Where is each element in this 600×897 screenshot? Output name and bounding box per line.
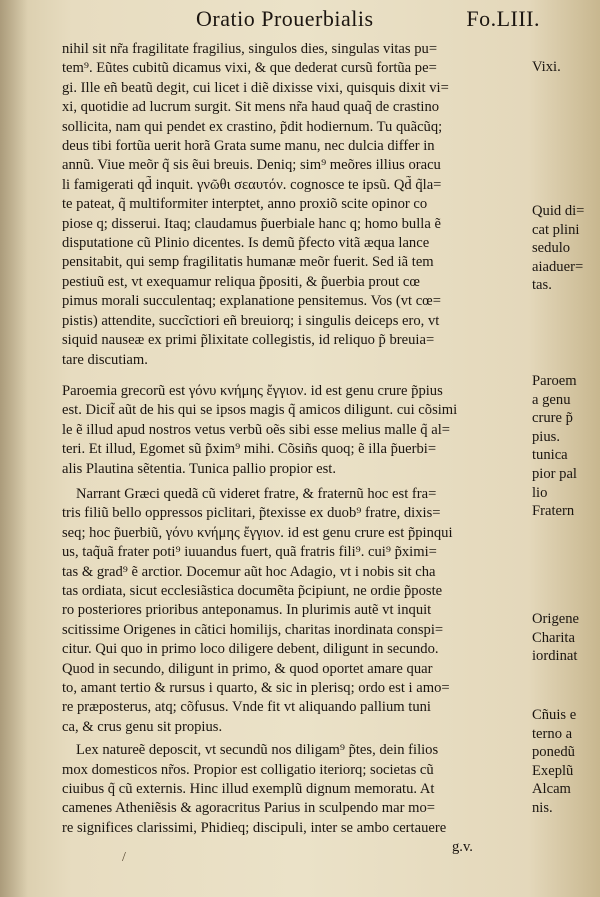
margin-line: Exeplũ xyxy=(532,762,574,779)
margin-line: Quid di= xyxy=(532,203,585,219)
text-line: Paroemia grecorũ est γόνυ κνήμης ἔγγιον. id est genu crure p̃pius xyxy=(62,382,443,399)
margin-line: Paroem xyxy=(532,373,577,389)
gutter-shadow xyxy=(0,0,28,897)
text-line: pimus morali succulentaq; explanatione pensitemus. Vos (vt cœ= xyxy=(62,293,441,310)
paragraph-vita xyxy=(62,40,528,370)
main-text xyxy=(62,40,528,858)
text-line: disputatione cũ Plinio dicentes. Is demũ p̃fecto vitã æqua lance xyxy=(62,235,430,252)
catchword: g.v. xyxy=(452,839,473,856)
text-line: est. Dicit̃ aũt de his qui se ipsos magis q̃ amicos diligunt. cui cõsimi xyxy=(62,402,458,419)
text-line: nihil sit nr̃a fragilitate fragilius, singulos dies, singulas vitas pu= xyxy=(62,41,438,57)
text-line: re præposterus, atq; cõfusus. Vnde fit vt aliquando pallium tuni xyxy=(62,699,431,716)
margin-line: pius. xyxy=(532,428,560,445)
text-line: citur. Qui quo in primo loco diligere debent, diligunt in secundo. xyxy=(62,641,439,658)
text-line: us, taq̃uã frater poti⁹ iuuandus fuert, quã fratris fili⁹. cui⁹ p̃ximi= xyxy=(62,544,437,561)
paragraph-narrant xyxy=(62,485,528,737)
text-line: ca, & crus genu sit propius. xyxy=(62,718,223,735)
paragraph-lex-naturae xyxy=(62,741,528,857)
text-line: Narrant Græci quedã cũ videret fratre, & fraternũ hoc est fra= xyxy=(76,485,437,502)
text-line: le ẽ illud apud nostros vetus verbũ oẽs sibi esse melius malle q̃ al= xyxy=(62,421,451,438)
text-line: to, amant tertio & rursus i quarto, & sic in plerisq; ordo est i amo= xyxy=(62,680,450,696)
text-line: te pateat, q̃ multiformiter interptet, anno proxiõ scite opinor co xyxy=(62,196,428,213)
margin-line: cat plini xyxy=(532,221,580,238)
text-line: li famigerati qd̃ inquit. γνῶθι σεαυτόν. cognosce te ipsũ. Qd̃ q̃la= xyxy=(62,176,442,193)
folio-number: Fo.LIII. xyxy=(466,6,540,31)
margin-line: iordinat xyxy=(532,648,578,665)
text-line: Quod in secundo, diligunt in primo, & quod oportet amare quar xyxy=(62,660,433,677)
margin-line: aiaduer= xyxy=(532,258,584,275)
text-line: piose q; disserui. Itaq; claudamus p̃uerbiale hanc q; homo bulla ẽ xyxy=(62,215,441,232)
text-line: camenes Atheniẽsis & agoracritus Parius in sculpendo mar mo= xyxy=(62,800,435,817)
text-line: pestiuũ est, vt exequamur reliqua p̃positi, & p̃uerbia prout cœ xyxy=(62,273,420,290)
margin-line: pior pal xyxy=(532,465,577,482)
text-line: pistis) attendite, succĩctiori eñ breuiorq; i singulis deiceps ero, vt xyxy=(62,312,440,329)
text-line: annũ. Viue meõr q̃ sis ẽui breuis. Deniq; sim⁹ meõres illius oracu xyxy=(62,157,441,174)
text-line: pensitabit, qui semp fragilitatis humanæ meõr fuerit. Sed iã tem xyxy=(62,254,434,271)
margin-line: tunica xyxy=(532,447,568,464)
text-line: gi. Ille eñ beatũ degit, cui licet i diẽ dixisse vixi, quisquis dixit vi= xyxy=(62,79,449,96)
margin-line: Vixi. xyxy=(532,59,561,75)
margin-line: crure p̃ xyxy=(532,410,573,427)
margin-line: Alcam xyxy=(532,781,571,798)
text-line: mox domesticos nr̃os. Propior est colligatio iteriorq; societas cũ xyxy=(62,761,434,778)
text-line: alis Plautina sẽtentia. Tunica pallio propior est. xyxy=(62,460,337,477)
page-header xyxy=(150,6,540,36)
text-line: siquid nauseæ ex primi p̃lixitate collegistis, id reliquo p̃ breuia= xyxy=(62,332,435,349)
paragraph-paroemia xyxy=(62,382,528,479)
margin-line: Cñuis e xyxy=(532,707,577,723)
marginal-note-paroemia xyxy=(532,372,600,521)
text-line: deus tibi fortũa uerit horã Grata sume manu, nec dulcia differ in xyxy=(62,138,435,155)
text-line: ciuibus q̃ cũ externis. Hinc illud exemplũ dignum memoratu. At xyxy=(62,781,435,798)
text-line: Lex natureẽ deposcit, vt secundũ nos diligam⁹ p̃tes, dein filios xyxy=(76,742,439,759)
margin-line: tas. xyxy=(532,277,552,294)
margin-line: sedulo xyxy=(532,240,571,257)
margin-line: nis. xyxy=(532,799,553,816)
text-line: tare discutiam. xyxy=(62,351,148,368)
text-line: teri. Et illud, Egomet sũ p̃xim⁹ mihi. Cõsiñs quoq; ẽ illa p̃uerbi= xyxy=(62,441,437,458)
text-line: seq; hoc p̃uerbiũ, γόνυ κνήμης ἔγγιον. id est genu crure est p̃pinqui xyxy=(62,524,453,541)
marginal-note-origenes xyxy=(532,610,600,666)
marginal-note-cives xyxy=(532,706,600,818)
text-line: tris filiũ bello oppressos piclitari, p̃texisse ex duob⁹ fratre, dixis= xyxy=(62,505,441,522)
text-line: re significes clarissimi, Phidieq; discipuli, inter se ambo certauere xyxy=(62,819,447,836)
marginal-note-vixi xyxy=(532,58,600,77)
text-line: tas & grad⁹ ẽ arctior. Docemur aũt hoc Adagio, vt i nobis sit cha xyxy=(62,563,436,580)
marginal-note-plinius xyxy=(532,202,600,295)
margin-line: Fratern xyxy=(532,503,575,520)
text-line: sollicita, nam qui pendet ex crastino, p̃dit hodiernum. Tu quãcũq; xyxy=(62,118,443,135)
text-line: scitissime Origenes in cãtici homilijs, charitas inordinata conspi= xyxy=(62,621,444,638)
margin-line: Charita xyxy=(532,629,575,646)
running-title: Oratio Prouerbialis xyxy=(196,6,374,31)
margin-line: ponedũ xyxy=(532,744,575,761)
text-line: xi, quotidie ad lucrum surgit. Sit mens nr̃a haud quaq̃ de crastino xyxy=(62,99,440,116)
margin-line: lio xyxy=(532,484,548,501)
margin-line: a genu xyxy=(532,391,571,408)
text-line: tas ordiata, sicut ecclesiãstica documẽta p̃cipiunt, ne ordie p̃poste xyxy=(62,582,443,599)
margin-line: Origene xyxy=(532,611,580,627)
text-line: ro posteriores prioribus anteponamus. In plurimis autẽ vt inquit xyxy=(62,602,432,619)
stray-pen-mark: / xyxy=(122,850,126,865)
text-line: tem⁹. Eũtes cubitũ dicamus vixi, & que dederat cursũ fortũa pe= xyxy=(62,60,437,77)
margin-line: terno a xyxy=(532,725,573,742)
